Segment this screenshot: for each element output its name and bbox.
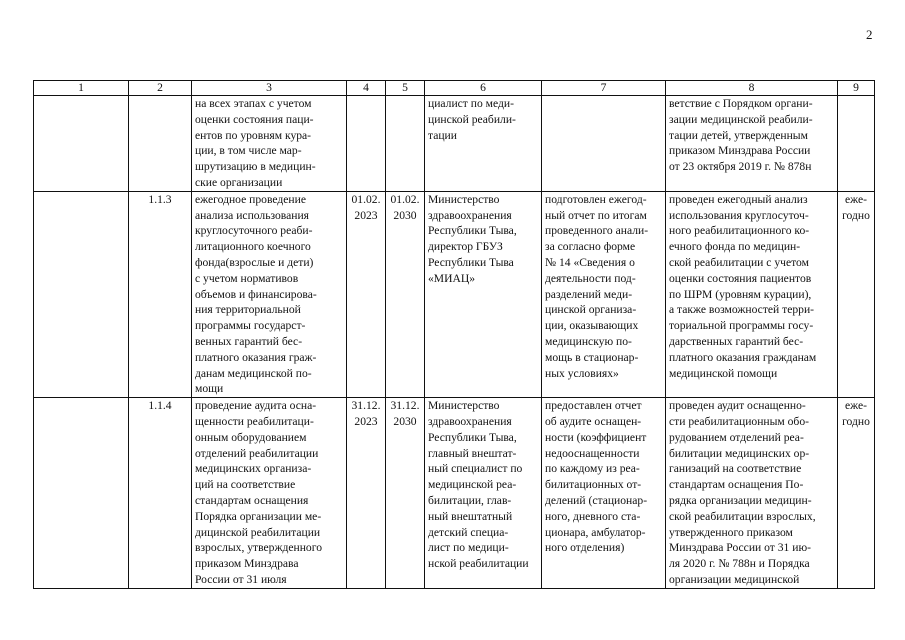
end-date: 01.02. 2030: [386, 191, 425, 397]
table-row: [34, 96, 875, 192]
responsible-text: Министерство здравоохранения Республики Тыва, главный внештат- ный специалист по медицинской реа- билитации, глав- ный внештатный детский специа- лист по медици- нской реабилитации: [425, 398, 542, 589]
frequency: еже- годно: [838, 398, 875, 589]
row-blank-cell: [34, 96, 129, 192]
item-number: 1.1.3: [129, 191, 192, 397]
row-blank-cell: [34, 398, 129, 589]
table-row: [34, 398, 875, 589]
result-document: предоставлен отчет об аудите оснащен- ности (коэффициент недооснащенности по каждому из реа- билитационных от- делений (стационар- ного, дневного ста- ционара, амбулатор- ного отделения): [542, 398, 666, 589]
expected-result: проведен аудит оснащенно- сти реабилитационным обо- рудованием отделений реа- билитации медицинских ор- ганизаций на соответствие стандартам оснащения По- рядка организации медицин- ской реабилитации взрослых, утвержденного приказом Минздрава России от 31 ию- ля 2020 г. № 788н и Порядка организации медицинской: [666, 398, 838, 589]
header-cell: 4: [347, 81, 386, 96]
result-document: подготовлен ежегод- ный отчет по итогам проведенного анали- за согласно форме № 14 «Сведения о деятельности под- разделений меди- цинской организа- ции, оказывающих медицинскую по- мощь в стационар- ных условиях»: [542, 191, 666, 397]
end-date: 31.12. 2030: [386, 398, 425, 589]
activity-text: проведение аудита осна- щенности реабилитаци- онным оборудованием отделений реабилитации медицинских организа- ций на соответствие стандартам оснащения Порядка организации ме- дицинской реабилитации взрослых, утвержденного приказом Минздрава России от 31 июля: [192, 398, 347, 589]
frequency: еже- годно: [838, 191, 875, 397]
plan-table: [33, 80, 875, 589]
header-cell: 8: [666, 81, 838, 96]
responsible-text: Министерство здравоохранения Республики Тыва, директор ГБУЗ Республики Тыва «МИАЦ»: [425, 191, 542, 397]
table-row: [34, 191, 875, 397]
header-cell: 5: [386, 81, 425, 96]
header-cell: 7: [542, 81, 666, 96]
activity-text: на всех этапах с учетом оценки состояния паци- ентов по уровням кура- ции, в том числе мар- шрутизацию в медицин- ские организации: [192, 96, 347, 192]
row-blank-cell: [34, 191, 129, 397]
header-cell: 9: [838, 81, 875, 96]
expected-result: проведен ежегодный анализ использования круглосуточ- ного реабилитационного ко- ечного фонда по медицин- ской реабилитации с учетом оценки состояния пациентов по ШРМ (уровням курации), а также возможностей терри- ториальной программы госу- дарственных гарантий бес- платного оказания гражданам медицинской помощи: [666, 191, 838, 397]
header-cell: 6: [425, 81, 542, 96]
start-date: 31.12. 2023: [347, 398, 386, 589]
header-cell: 2: [129, 81, 192, 96]
result-document: [542, 96, 666, 192]
expected-result: ветствие с Порядком органи- зации медицинской реабили- тации детей, утвержденным приказом Минздрава России от 23 октября 2019 г. № 878н: [666, 96, 838, 192]
start-date: 01.02. 2023: [347, 191, 386, 397]
header-cell: 1: [34, 81, 129, 96]
header-cell: 3: [192, 81, 347, 96]
item-number: 1.1.4: [129, 398, 192, 589]
activity-text: ежегодное проведение анализа использования круглосуточного реаби- литационного коечного фонда(взрослые и дети) с учетом нормативов объемов и финансирова- ния территориальной программы государст- венных гарантий бес- платного оказания граж- данам медицинской по- мощи: [192, 191, 347, 397]
responsible-text: циалист по меди- цинской реабили- тации: [425, 96, 542, 192]
frequency: [838, 96, 875, 192]
table-header-row: [34, 81, 875, 96]
start-date: [347, 96, 386, 192]
page-number: 2: [866, 27, 873, 42]
item-number: [129, 96, 192, 192]
end-date: [386, 96, 425, 192]
